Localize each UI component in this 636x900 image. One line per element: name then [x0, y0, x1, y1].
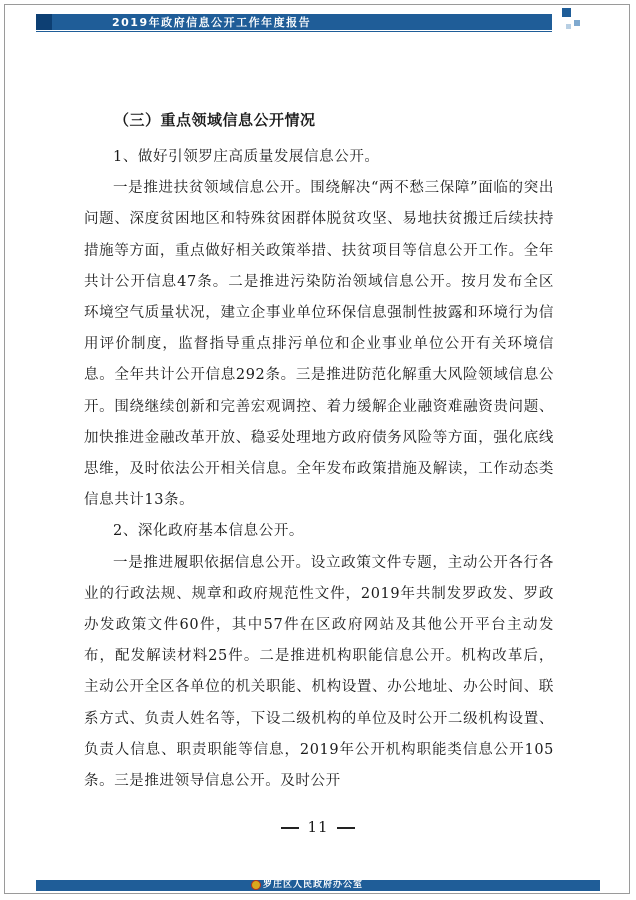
- section-heading: （三）重点领域信息公开情况: [114, 111, 316, 129]
- header-title: 2019年政府信息公开工作年度报告: [112, 16, 312, 29]
- decor-square-icon: [574, 20, 580, 26]
- subheading-2: 2、深化政府基本信息公开。: [113, 523, 305, 540]
- national-emblem-icon: [251, 880, 261, 890]
- page-number: [0, 817, 636, 837]
- decor-square-icon: [566, 24, 571, 29]
- dash-left: [281, 827, 299, 829]
- paragraph-1: 一是推进扶贫领域信息公开。围绕解决“两不愁三保障”面临的突出问题、深度贫困地区和特殊贫困群体脱贫攻坚、易地扶贫搬迁后续扶持措施等方面，重点做好相关政策举措、扶贫项目等信息公开工作。全年共计公开信息47条。二是推进污染防治领域信息公开。按月发布全区环境空气质量状况，建立企事业单位环保信息强制性披露和环境行为信用评价制度，监督指导重点排污单位和企业事业单位公开有关环境信息。全年共计公开信息292条。三是推进防范化解重大风险领域信息公开。围绕继续创新和完善宏观调控、着力缓解企业融资难融资贵问题、加快推进金融改革开放、稳妥处理地方政府债务风险等方面，强化底线思维，及时依法公开相关信息。全年发布政策措施及解读，工作动态类信息共计13条。: [84, 180, 554, 509]
- dash-right: [337, 827, 355, 829]
- decor-square-icon: [562, 8, 571, 17]
- header-rule: [36, 31, 552, 32]
- paragraph-2: 一是推进履职依据信息公开。设立政策文件专题，主动公开各行各业的行政法规、规章和政府规范性文件，2019年共制发罗政发、罗政办发政策文件60件，其中57件在区政府网站及其他公开平台主动发布，配发解读材料25件。二是推进机构职能信息公开。机构改革后，主动公开全区各单位的机关职能、机构设置、办公地址、办公时间、联系方式、负责人姓名等，下设二级机构的单位及时公开二级机构设置、负责人信息、职责职能等信息，2019年公开机构职能类信息公开105条。三是推进领导信息公开。及时公开: [84, 554, 554, 790]
- footer-office: 罗庄区人民政府办公室: [263, 880, 364, 890]
- report-body: [84, 110, 554, 797]
- subheading-1: 1、做好引领罗庄高质量发展信息公开。: [113, 149, 380, 165]
- page-number-value: 11: [307, 818, 329, 836]
